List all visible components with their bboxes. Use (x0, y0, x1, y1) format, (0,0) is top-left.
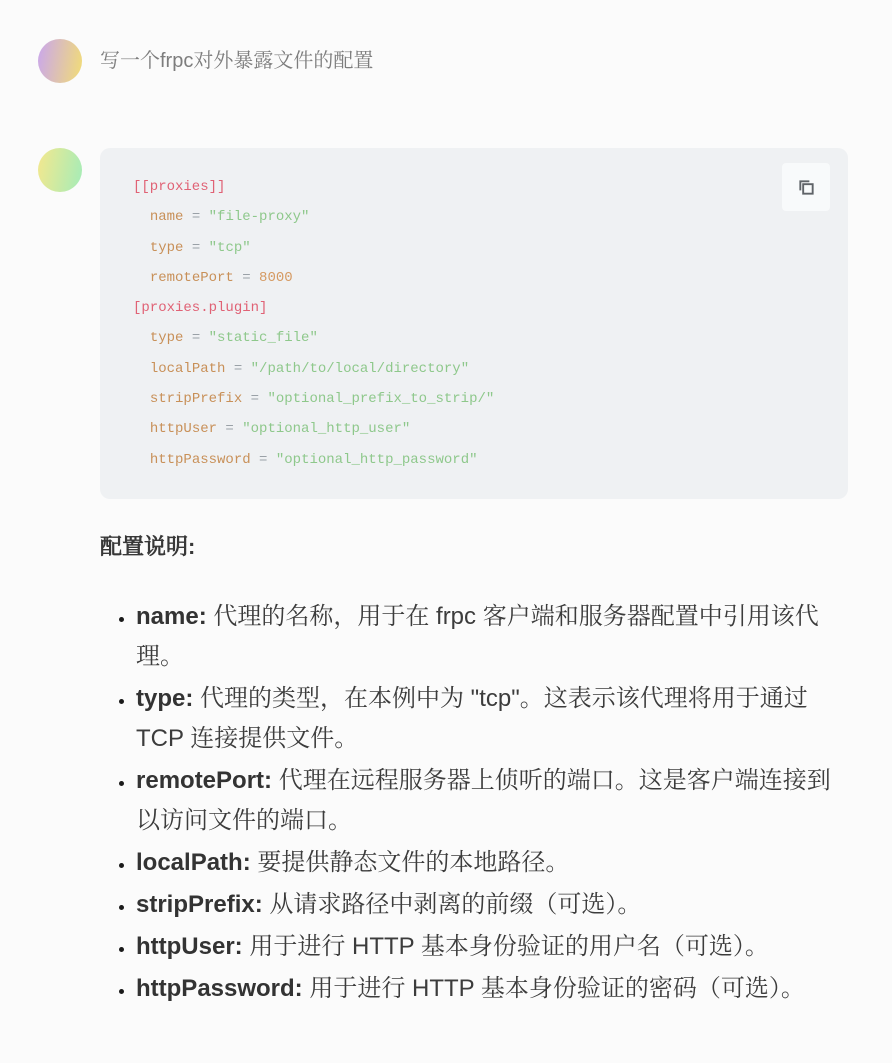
code-block (100, 148, 848, 499)
assistant-avatar (38, 148, 82, 192)
list-item: • httpUser: 用于进行 HTTP 基本身份验证的用户名（可选）。 (136, 927, 848, 967)
assistant-message-row (38, 148, 848, 1011)
chat-container (0, 39, 892, 1011)
copy-button[interactable] (782, 163, 830, 211)
list-item-term: stripPrefix: (136, 890, 263, 918)
list-item: • remotePort: 代理在远程服务器上侦听的端口。这是客户端连接到以访问文件的端口。 (136, 761, 848, 841)
list-item-term: httpPassword: (136, 974, 303, 1002)
list-item-term: name: (136, 602, 207, 630)
list-item: • httpPassword: 用于进行 HTTP 基本身份验证的密码（可选）。 (136, 969, 848, 1009)
list-item: • name: 代理的名称，用于在 frpc 客户端和服务器配置中引用该代理。 (136, 597, 848, 677)
list-item: • stripPrefix: 从请求路径中剥离的前缀（可选）。 (136, 885, 848, 925)
section-heading: 配置说明: (100, 533, 196, 559)
copy-icon (797, 178, 816, 197)
list-item-term: httpUser: (136, 932, 243, 960)
list-item-term: localPath: (136, 848, 251, 876)
list-item: • type: 代理的类型，在本例中为 "tcp"。这表示该代理将用于通过 TCP 连接提供文件。 (136, 679, 848, 759)
list-item: • localPath: 要提供静态文件的本地路径。 (136, 843, 848, 883)
user-message-text: 写一个frpc对外暴露文件的配置 (100, 50, 374, 72)
config-list (100, 597, 848, 1009)
user-message-row (38, 39, 848, 83)
user-avatar (38, 39, 82, 83)
code-content: [[proxies]] name = "file-proxy" type = "tcp" remotePort = 8000 [proxies.plugin] type = "static_file" localPath = "/path/to/local/directory" stripPrefix = "optional_prefix_to_strip/" httpUser = "optional_http_user" httpPassword = "optional_http_password" (133, 179, 495, 468)
list-item-term: remotePort: (136, 766, 273, 794)
assistant-message-content (100, 148, 848, 1011)
list-item-term: type: (136, 684, 194, 712)
